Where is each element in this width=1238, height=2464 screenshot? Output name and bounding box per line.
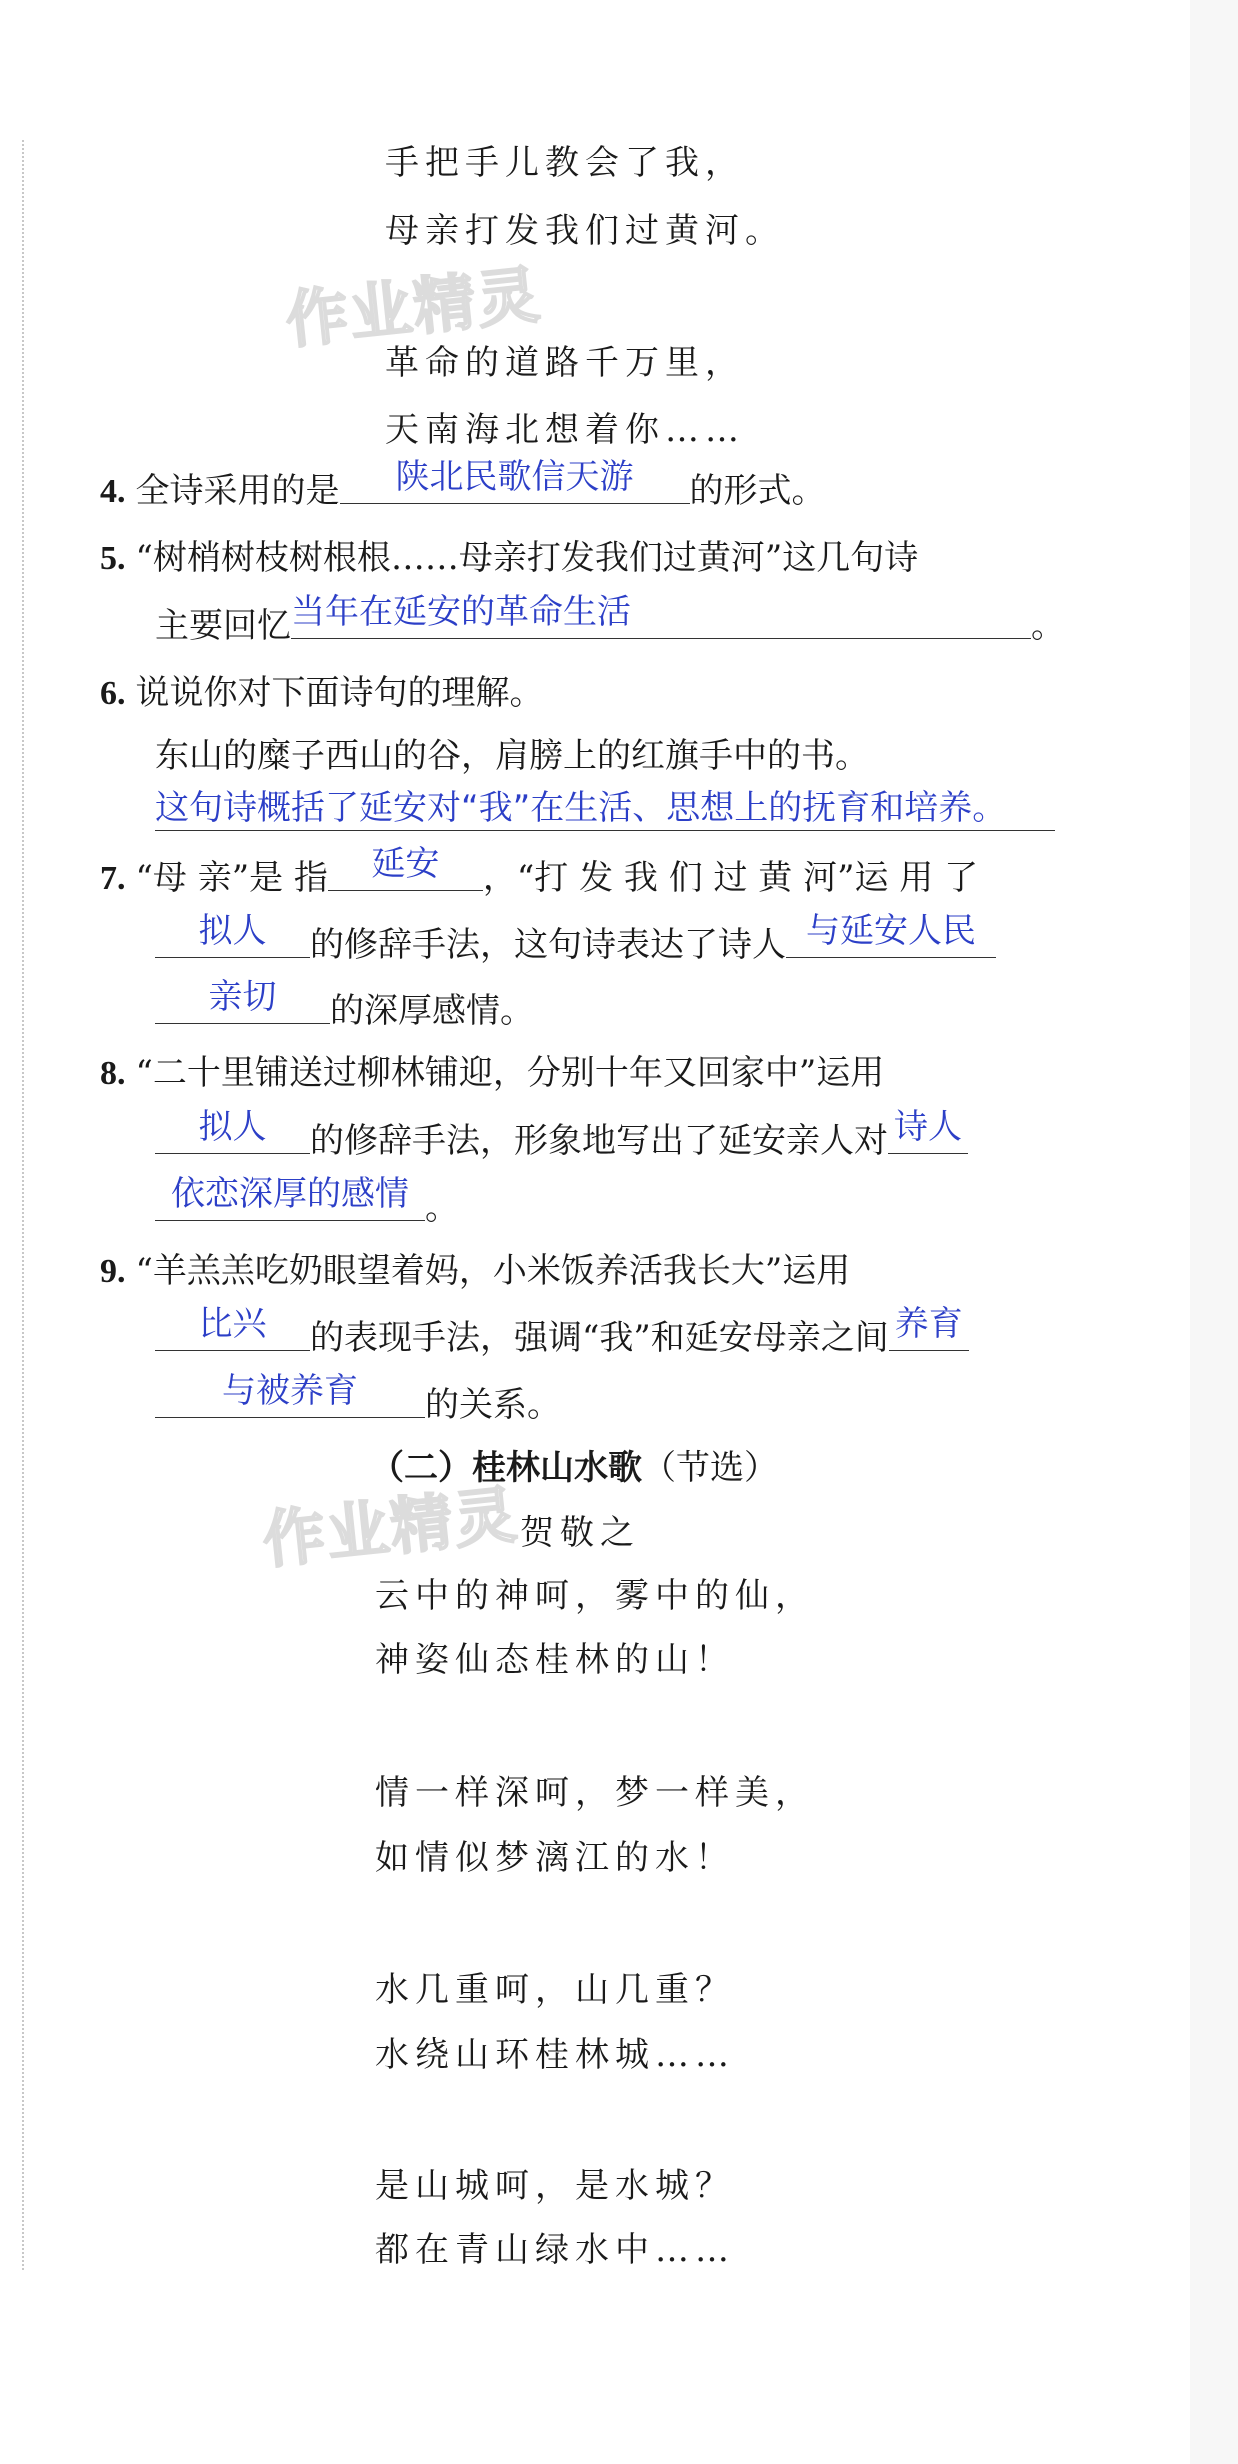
answer-blank[interactable]: 延安 (328, 850, 483, 891)
question-9: 9. “羊羔羔吃奶眼望着妈，小米饭养活我长大”运用 (100, 1251, 851, 1291)
answer-blank[interactable]: 养育 (889, 1310, 969, 1351)
poem2-line: 情一样深呵，梦一样美， (375, 1773, 815, 1813)
answer-text[interactable]: 这句诗概括了延安对“我”在生活、思想上的抚育和培养。 (155, 788, 1007, 828)
answer-blank[interactable]: 依恋深厚的感情 (155, 1180, 425, 1221)
answer-blank[interactable]: 当年在延安的革命生活 (291, 598, 1031, 639)
poem2-line: 云中的神呵，雾中的仙， (375, 1576, 815, 1616)
poem2-line: 都在青山绿水中…… (375, 2230, 735, 2270)
question-5: 5. “树梢树枝树根根……母亲打发我们过黄河”这几句诗 (100, 538, 919, 578)
question-9-line2: 比兴 的表现手法，强调“我”和延安母亲之间 养育 (155, 1310, 969, 1359)
margin-divider (22, 140, 24, 2270)
question-8-line2: 拟人 的修辞手法，形象地写出了延安亲人对 诗人 (155, 1113, 968, 1162)
poem1-line: 天南海北想着你…… (385, 410, 745, 450)
question-7-line3: 亲切 的深厚感情。 (155, 983, 534, 1032)
answer-blank[interactable]: 亲切 (155, 983, 330, 1024)
poem1-line: 手把手儿教会了我， (385, 143, 745, 183)
answer-blank[interactable]: 陕北民歌信天游 (340, 463, 690, 504)
answer-blank[interactable]: 与被养育 (155, 1377, 425, 1418)
question-4: 4. 全诗采用的是 陕北民歌信天游 的形式。 (100, 457, 826, 511)
answer-blank[interactable]: 诗人 (888, 1113, 968, 1154)
question-5-line2: 主要回忆当年在延安的革命生活 。 (155, 592, 1065, 646)
poem2-line: 如情似梦漓江的水！ (375, 1838, 735, 1878)
watermark-logo: 作业精灵 (282, 257, 545, 358)
answer-line (155, 830, 1055, 831)
poem1-line: 革命的道路千万里， (385, 343, 745, 383)
question-7-line2: 拟人 的修辞手法，这句诗表达了诗人 与延安人民 (155, 917, 996, 966)
question-6: 6. 说说你对下面诗句的理解。 (100, 673, 544, 713)
answer-blank[interactable]: 比兴 (155, 1310, 310, 1351)
answer-blank[interactable]: 拟人 (155, 917, 310, 958)
poem1-line: 母亲打发我们过黄河。 (385, 211, 785, 251)
question-6-quote: 东山的糜子西山的谷，肩膀上的红旗手中的书。 (155, 736, 869, 776)
poem2-line: 水绕山环桂林城…… (375, 2035, 735, 2075)
answer-blank[interactable]: 拟人 (155, 1113, 310, 1154)
question-7: 7. “母 亲”是 指 延安 ，“打 发 我 们 过 黄 河”运 用 了 (100, 844, 979, 898)
poem2-line: 水几重呵，山几重？ (375, 1970, 735, 2010)
section-title: （二）桂林山水歌（节选） (370, 1448, 778, 1488)
question-8: 8. “二十里铺送过柳林铺迎，分别十年又回家中”运用 (100, 1053, 885, 1093)
author: 贺敬之 (520, 1513, 640, 1553)
watermark-logo: 作业精灵 (259, 1477, 522, 1578)
poem2-line: 神姿仙态桂林的山！ (375, 1640, 735, 1680)
poem2-line: 是山城呵，是水城？ (375, 2166, 735, 2206)
question-8-line3: 依恋深厚的感情 。 (155, 1180, 459, 1229)
question-9-line3: 与被养育 的关系。 (155, 1377, 561, 1426)
answer-blank[interactable]: 与延安人民 (786, 917, 996, 958)
